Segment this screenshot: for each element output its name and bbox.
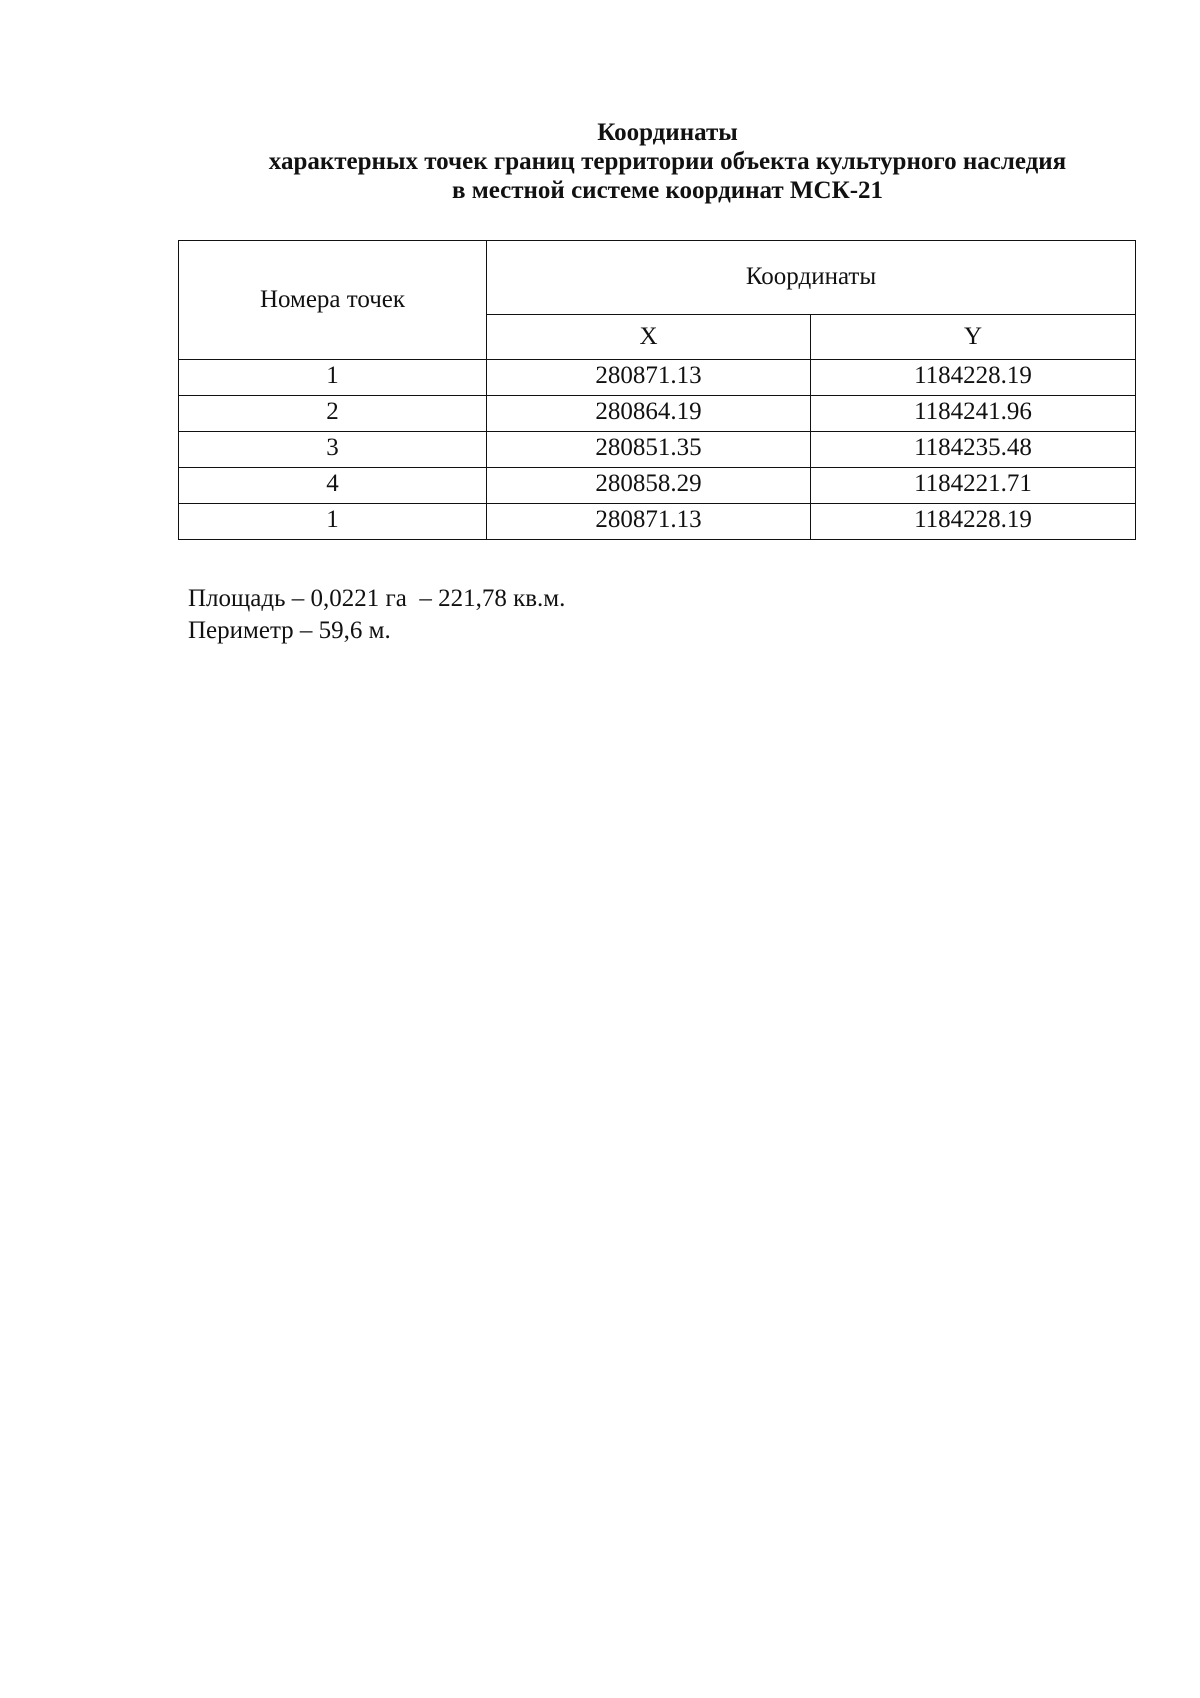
- cell-x: 280871.13: [487, 360, 811, 396]
- table-row: [179, 360, 1136, 396]
- header-y: Y: [811, 315, 1136, 360]
- header-points: Номера точек: [179, 241, 487, 360]
- table-row: [179, 432, 1136, 468]
- cell-y: 1184228.19: [811, 504, 1136, 540]
- header-x: X: [487, 315, 811, 360]
- coordinates-table: [178, 240, 1136, 540]
- cell-y: 1184228.19: [811, 360, 1136, 396]
- cell-point: 4: [179, 468, 487, 504]
- cell-y: 1184221.71: [811, 468, 1136, 504]
- cell-x: 280851.35: [487, 432, 811, 468]
- area-text: Площадь – 0,0221 га – 221,78 кв.м.: [188, 585, 566, 612]
- table-header-row: [179, 241, 1136, 315]
- title-line-2: характерных точек границ территории объекта культурного наследия: [268, 148, 1067, 175]
- cell-y: 1184235.48: [811, 432, 1136, 468]
- perimeter-text: Периметр – 59,6 м.: [188, 617, 391, 644]
- cell-x: 280864.19: [487, 396, 811, 432]
- cell-x: 280858.29: [487, 468, 811, 504]
- cell-y: 1184241.96: [811, 396, 1136, 432]
- document-title: [0, 118, 1200, 205]
- cell-point: 2: [179, 396, 487, 432]
- header-coordinates: Координаты: [487, 241, 1136, 315]
- title-line-1: Координаты: [597, 119, 738, 146]
- cell-x: 280871.13: [487, 504, 811, 540]
- table-row: [179, 396, 1136, 432]
- table-row: [179, 504, 1136, 540]
- cell-point: 1: [179, 360, 487, 396]
- title-line-3: в местной системе координат МСК-21: [451, 177, 884, 204]
- summary-block: [188, 583, 565, 647]
- cell-point: 1: [179, 504, 487, 540]
- table-row: [179, 468, 1136, 504]
- cell-point: 3: [179, 432, 487, 468]
